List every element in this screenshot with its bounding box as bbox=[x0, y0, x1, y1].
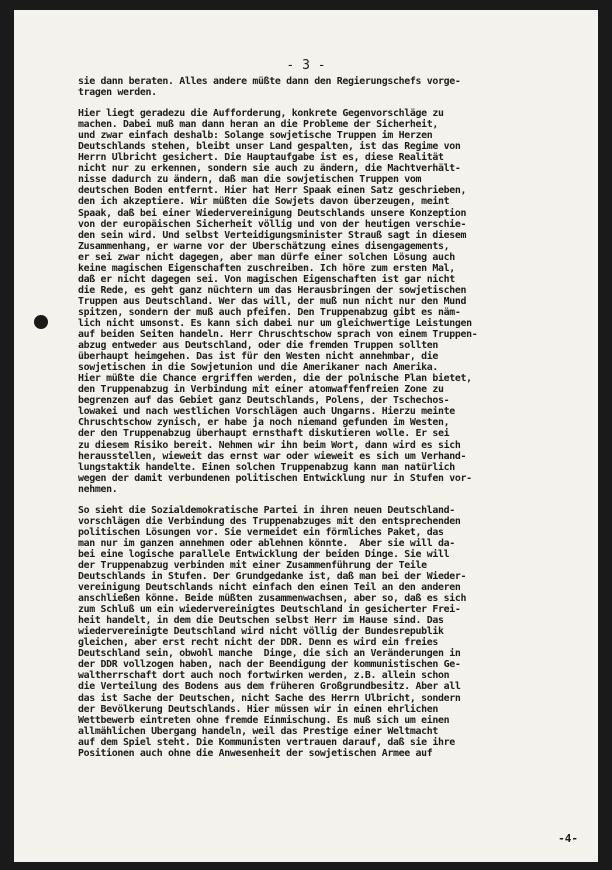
text-line: herausstellen, wieweit das ernst war oder wieweit es sich um Verhand- bbox=[78, 450, 467, 462]
text-line: Herrn Ulbricht gesichert. Die Hauptaufgabe ist es, diese Realität bbox=[78, 152, 444, 164]
text-line: keine magischen Eigenschaften zuschreiben. Ich höre zum ersten Mal, bbox=[78, 262, 455, 274]
text-line: Positionen auch ohne die Anwesenheit der sowjetischen Armee auf bbox=[78, 747, 433, 759]
text-line: der DDR vollzogen haben, nach der Beendigung der kommunistischen Ge- bbox=[78, 659, 461, 671]
text-line: das ist Sache der Deutschen, nicht Sache des Herrn Ulbricht, sondern bbox=[78, 692, 461, 704]
text-line: vorschlägen die Verbindung des Truppenabzuges mit den entsprechenden bbox=[78, 515, 461, 527]
text-line: und zwar einfach deshalb: Solange sowjetische Truppen im Herzen bbox=[78, 130, 433, 142]
text-line: So sieht die Sozialdemokratische Partei in ihren neuen Deutschland- bbox=[78, 504, 455, 516]
text-line: die Verteilung des Bodens aus dem früheren Großgrundbesitz. Aber all bbox=[78, 681, 461, 693]
text-line: anschließen könne. Beide müßten zusammenwachsen, aber so, daß es sich bbox=[78, 593, 467, 605]
text-line: machen. Dabei muß man dann heran an die Probleme der Sicherheit, bbox=[78, 119, 439, 131]
document-page bbox=[14, 10, 598, 862]
text-line: allmählichen Übergang handeln, weil das Prestige einer Weltmacht bbox=[78, 725, 439, 737]
text-line: nicht nur zu erkennen, sondern sie auch zu ändern, die Machtverhält- bbox=[78, 163, 461, 175]
text-line: auf beiden Seiten handeln. Herr Chruschtschow sprach von einem Truppen- bbox=[78, 329, 478, 341]
text-line: wiedervereinigte Deutschland wird nicht völlig der Bundesrepublik bbox=[78, 626, 444, 638]
text-line: der Truppenabzug verbinden mit einer Zusammenführung der Teile bbox=[78, 559, 427, 571]
paragraph bbox=[78, 108, 598, 495]
paragraph bbox=[78, 505, 598, 759]
text-line: Deutschland sein, obwohl manche Dinge, die sich an Veränderungen in bbox=[78, 648, 461, 660]
text-line: Chruschtschow zynisch, er habe ja noch niemand gefunden im Westen, bbox=[78, 417, 450, 429]
text-line: Deutschlands stehen, bleibt unser Land gespalten, ist das Regime von bbox=[78, 141, 461, 153]
text-line: Deutschlands in Stufen. Der Grundgedanke ist, daß man bei der Wieder- bbox=[78, 571, 467, 583]
page-number-footer: -4- bbox=[558, 832, 578, 845]
paragraph bbox=[78, 76, 598, 98]
text-line: auf dem Spiel steht. Die Kommunisten vertrauen darauf, daß sie ihre bbox=[78, 736, 455, 748]
text-line: die Rede, es geht ganz nüchtern um das Herausbringen der sowjetischen bbox=[78, 284, 467, 296]
text-line: nehmen. bbox=[78, 483, 118, 495]
text-line: gleichen, aber erst recht nicht der DDR. Denn es wird ein freies bbox=[78, 637, 439, 649]
text-line: man nur im ganzen annehmen oder ablehnen könnte. Aber sie will da- bbox=[78, 537, 455, 549]
text-line: deutschen Boden entfernt. Hier hat Herr Spaak einen Satz geschrieben, bbox=[78, 185, 467, 197]
text-line: heit handelt, in dem die Deutschen selbst Herr im Hause sind. Das bbox=[78, 615, 444, 627]
text-line: der den Truppenabzug überhaupt ernsthaft diskutieren wolle. Er sei bbox=[78, 428, 450, 440]
text-line: Hier müßte die Chance ergriffen werden, die der polnische Plan bietet, bbox=[78, 373, 472, 385]
text-line: nisse dadurch zu ändern, daß man die sowjetischen Truppen vom bbox=[78, 174, 422, 186]
text-line: den sein wird. Und selbst Verteidigungsminister Strauß sagt in diesem bbox=[78, 229, 467, 241]
text-line: der Bevölkerung Deutschlands. Hier müssen wir in einen ehrlichen bbox=[78, 703, 439, 715]
text-line: lich nicht umsonst. Es kann sich dabei nur um gleichwertige Leistungen bbox=[78, 317, 472, 329]
text-line: spitzen, sondern der muß auch pfeifen. Den Truppenabzug gibt es näm- bbox=[78, 306, 461, 318]
text-line: bei eine logische parallele Entwicklung der beiden Dinge. Sie will bbox=[78, 548, 450, 560]
text-line: von der europäischen Sicherheit völlig und von der heutigen verschie- bbox=[78, 218, 467, 230]
text-line: wegen der damit verbundenen politischen Entwicklung nur in Stufen vor- bbox=[78, 472, 472, 484]
text-line: zum Schluß um ein wiedervereinigtes Deutschland in gesicherter Frei- bbox=[78, 604, 461, 616]
text-line: Wettbewerb eintreten ohne fremde Einmischung. Es muß sich um einen bbox=[78, 714, 450, 726]
text-line: sowjetischen in die Sowjetunion und die Amerikaner nach Amerika. bbox=[78, 362, 439, 374]
document-body bbox=[78, 76, 598, 769]
text-line: vereinigung Deutschlands nicht einfach den einen Teil an den anderen bbox=[78, 582, 461, 594]
text-line: abzug entweder aus Deutschland, oder die fremden Truppen sollten bbox=[78, 340, 439, 352]
text-line: Zusammenhang, er warne vor der Überschätzung eines disengagements, bbox=[78, 240, 450, 252]
text-line: lungstaktik handelte. Einen solchen Truppenabzug kann man natürlich bbox=[78, 461, 455, 473]
text-line: Hier liegt geradezu die Aufforderung, konkrete Gegenvorschläge zu bbox=[78, 108, 444, 120]
punch-hole bbox=[34, 315, 48, 329]
text-line: er sei zwar nicht dagegen, aber man dürfe einer solchen Lösung auch bbox=[78, 251, 455, 263]
text-line: den ich akzeptiere. Wir müßten die Sowjets davon überzeugen, meint bbox=[78, 196, 450, 208]
text-line: den Truppenabzug in Verbindung mit einer atomwaffenfreien Zone zu bbox=[78, 384, 444, 396]
text-line: tragen werden. bbox=[78, 87, 157, 99]
text-line: überhaupt heimgehen. Das ist für den Westen nicht annehmbar, die bbox=[78, 351, 439, 363]
text-line: daß er nicht dagegen sei. Von magischen Eigenschaften ist gar nicht bbox=[78, 273, 455, 285]
text-line: Spaak, daß bei einer Wiedervereinigung Deutschlands unsere Konzeption bbox=[78, 207, 467, 219]
text-line: Truppen aus Deutschland. Wer das will, der muß nun nicht nur den Mund bbox=[78, 295, 467, 307]
text-line: waltherrschaft dort auch noch fortwirken werden, z.B. allein schon bbox=[78, 670, 450, 682]
text-line: begrenzen auf das Gebiet ganz Deutschlands, Polens, der Tschechos- bbox=[78, 395, 450, 407]
text-line: zu diesem Risiko bereit. Nehmen wir ihn beim Wort, dann wird es sich bbox=[78, 439, 461, 451]
page-number-header: - 3 - bbox=[286, 58, 326, 73]
text-line: politischen Lösungen vor. Sie vermeidet ein förmliches Paket, das bbox=[78, 526, 444, 538]
text-line: lowakei und nach westlichen Vorschlägen auch Ungarns. Hierzu meinte bbox=[78, 406, 455, 418]
text-line: sie dann beraten. Alles andere müßte dann den Regierungschefs vorge- bbox=[78, 76, 461, 87]
